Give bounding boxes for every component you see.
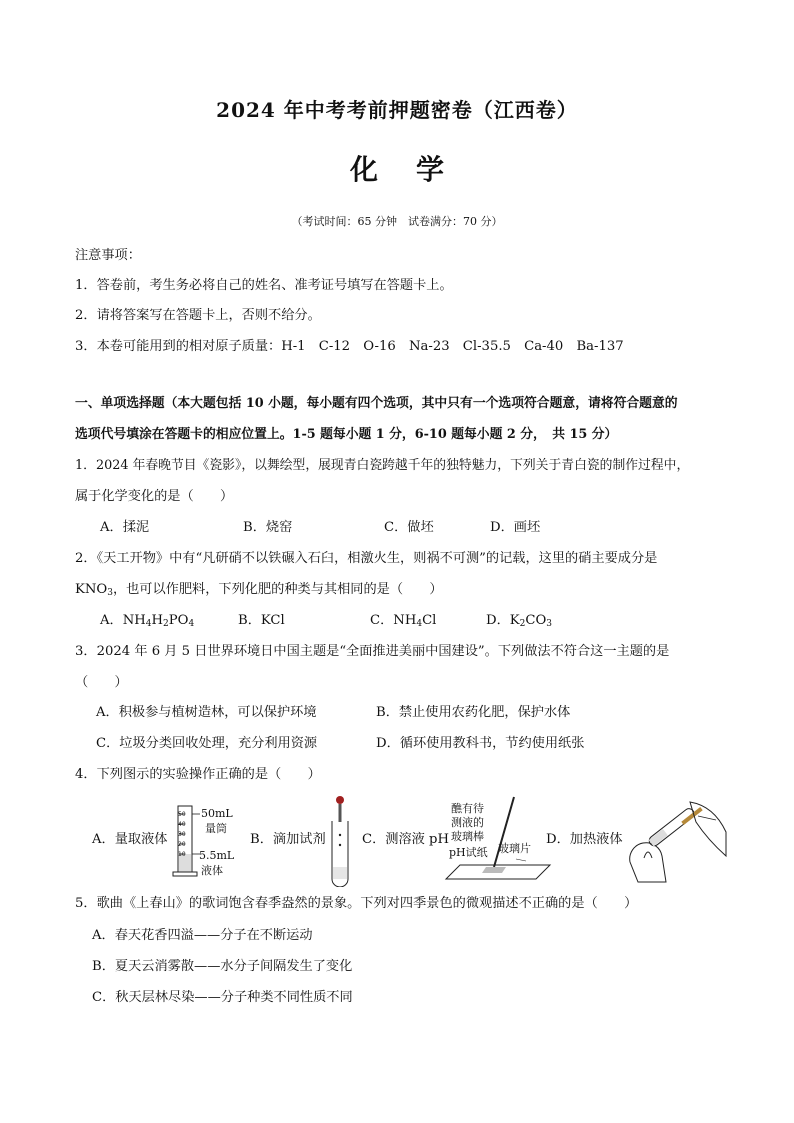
- q2-stem-line2: [75, 583, 443, 596]
- q2-option-c: C．$NH_4Cl$: [370, 613, 437, 629]
- q4-stem: 4．下列图示的实验操作正确的是（ ）: [75, 767, 321, 782]
- subject-char-1: 化: [349, 153, 378, 186]
- ph-label-3: 玻璃棒: [451, 830, 484, 843]
- cylinder-tick-30: 30: [178, 831, 186, 838]
- q1-option-c: C．做坯: [384, 520, 434, 535]
- q4-option-c: C．测溶液 pH: [362, 832, 449, 847]
- ph-label-2: 测液的: [451, 816, 484, 829]
- page-title: 2024 年中考考前押题密卷（江西卷）: [216, 98, 578, 122]
- q1-option-d: D．画坯: [490, 520, 541, 535]
- note-1: 1．答卷前，考生务必将自己的姓名、准考证号填写在答题卡上。: [75, 278, 453, 293]
- q3-option-d: D．循环使用教科书，节约使用纸张: [376, 736, 585, 751]
- q1-option-a: A．揉泥: [100, 520, 150, 535]
- cylinder-tick-10: 10: [178, 851, 186, 858]
- cylinder-tick-40: 40: [178, 821, 186, 828]
- cylinder-label-name: 量筒: [205, 822, 227, 835]
- q3-stem-line2: （ ）: [75, 675, 128, 690]
- subject-title: [0, 153, 794, 186]
- cylinder-label-50ml: 50mL: [201, 807, 233, 820]
- q3-stem-line1: 3．2024 年 6 月 5 日世界环境日中国主题是“全面推进美丽中国建设”。下列做法不符合这一主题的是: [75, 644, 670, 659]
- q5-stem: 5．歌曲《上春山》的歌词饱含春季盎然的景象。下列对四季景色的微观描述不正确的是（ ）: [75, 896, 638, 911]
- q4-option-b: B．滴加试剂: [250, 832, 326, 847]
- q1-stem-line2: 属于化学变化的是（ ）: [75, 489, 234, 504]
- q2-option-a: A．$NH_4H_2PO_4$: [100, 613, 195, 629]
- ph-label-4: pH试纸: [449, 846, 488, 859]
- q5-option-c: C．秋天层林尽染——分子种类不同性质不同: [92, 990, 353, 1005]
- cylinder-label-liquid: 液体: [201, 864, 223, 877]
- cylinder-tick-50: 50: [178, 811, 186, 818]
- q2-stem-text: ，也可以作肥料，下列化肥的种类与其相同的是（ ）: [112, 582, 443, 597]
- subject-char-2: 学: [416, 153, 445, 186]
- q2-option-d: D．$K_2CO_3$: [486, 613, 552, 629]
- heating-liquid-figure: [618, 796, 728, 886]
- q2-option-b: B．KCl: [238, 613, 285, 628]
- q5-option-b: B．夏天云消雾散——水分子间隔发生了变化: [92, 959, 353, 974]
- ph-label-1: 醮有待: [451, 802, 484, 815]
- cylinder-label-5ml: 5.5mL: [199, 849, 235, 862]
- q4-option-a: A．量取液体: [92, 832, 168, 847]
- q3-option-b: B．禁止使用农药化肥，保护水体: [376, 705, 571, 720]
- q1-stem-line1: 1．2024 年春晚节目《瓷影》，以舞绘型，展现青白瓷跨越千年的独特魅力，下列关于青白瓷的制作过程中，: [75, 458, 690, 473]
- formula-subscript: 3: [107, 588, 113, 598]
- q1-option-b: B．烧窑: [243, 520, 293, 535]
- cylinder-tick-20: 20: [178, 841, 186, 848]
- q2-stem-line1: 2．《天工开物》中有“凡研硝不以铁碾入石臼，相激火生，则祸不可测”的记载，这里的硝主要成分是: [75, 551, 658, 566]
- q5-option-a: A．春天花香四溢——分子在不断运动: [92, 928, 313, 943]
- ph-label-glass: 玻璃片: [498, 842, 531, 855]
- note-2: 2．请将答案写在答题卡上，否则不给分。: [75, 308, 321, 323]
- section-heading-line2: 选项代号填涂在答题卡的相应位置上。1-5 题每小题 1 分，6-10 题每小题 2 分， 共 15 分）: [75, 427, 618, 442]
- notes-heading: 注意事项：: [75, 248, 141, 263]
- exam-info: （考试时间：65 分钟 试卷满分：70 分）: [291, 215, 503, 228]
- q3-option-a: A．积极参与植树造林，可以保护环境: [96, 705, 317, 720]
- section-heading-line1: 一、单项选择题（本大题包括 10 小题，每小题有四个选项，其中只有一个选项符合题意，请将符合题意的: [75, 396, 678, 411]
- dropper-test-tube-figure: [328, 795, 352, 887]
- formula-kno3: KNO: [75, 582, 108, 597]
- note-3: 3．本卷可能用到的相对原子质量：H-1 C-12 O-16 Na-23 Cl-35.5 Ca-40 Ba-137: [75, 339, 624, 354]
- q4-option-d: D．加热液体: [546, 832, 623, 847]
- q3-option-c: C．垃圾分类回收处理，充分利用资源: [96, 736, 318, 751]
